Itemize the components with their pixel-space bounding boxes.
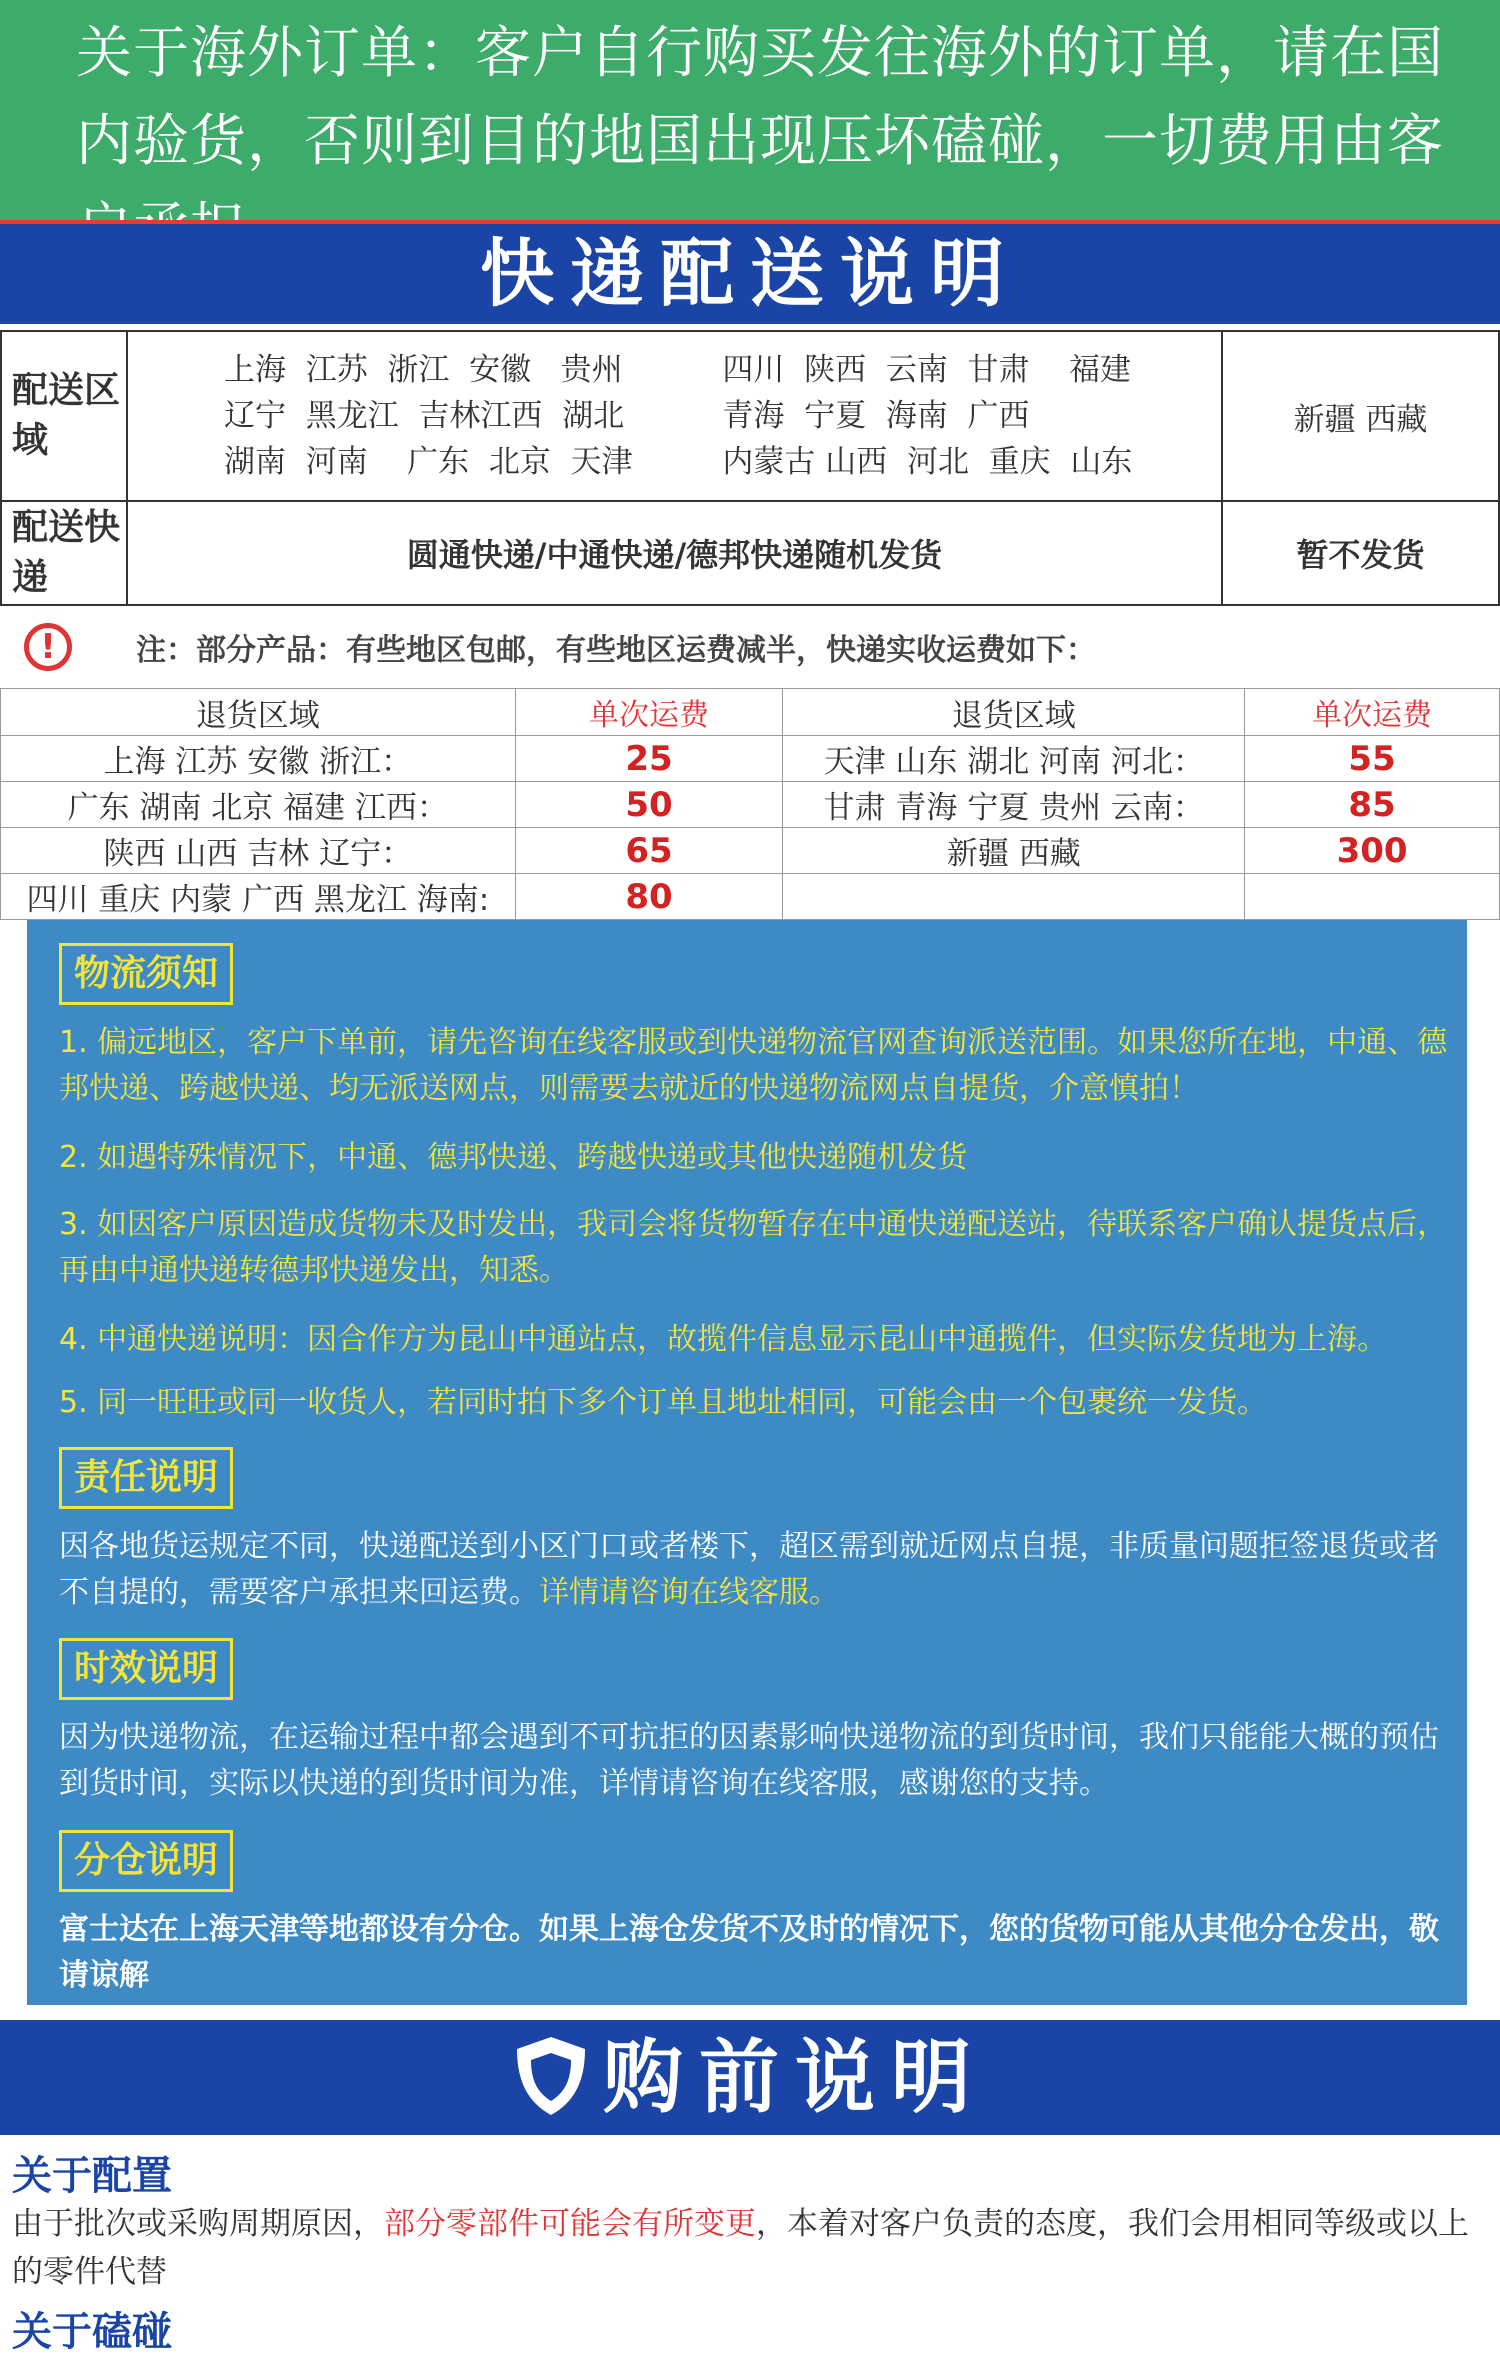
delivery-table [0,330,1500,606]
excluded-regions: 新疆 西藏 [1222,331,1499,501]
timeliness-title: 时效说明 [59,1638,233,1700]
fee-table [0,688,1500,920]
header-region: 退货区域 [1,689,516,736]
region-cell: 广东 湖南 北京 福建 江西： [1,782,516,828]
shipping-note [0,607,1500,682]
header-fee: 单次运费 [515,689,783,736]
logistics-title: 物流须知 [59,943,233,1005]
regions-col1: 上海 江苏 浙江 安徽 贵州 辽宁 黑龙江 吉林江西 湖北 湖南 河南 广东 北京 天津 [224,352,633,480]
fee-cell: 85 [1245,782,1500,828]
note-text: 注：部分产品：有些地区包邮，有些地区运费减半，快递实收运费如下： [136,633,1096,668]
table-row [1,501,1499,605]
about-config-text [12,2200,1492,2296]
logistics-item-1: 1. 偏远地区，客户下单前，请先咨询在线客服或到快递物流官网查询派送范围。如果您所在地，中通、德邦快递、跨越快递、均无派送网点，则需要去就近的快递物流网点自提货，介意慎拍！ [59,1025,1448,1106]
region-cell: 上海 江苏 安徽 浙江： [1,736,516,782]
about-config-body-end: ，本着对客户负责的态度，我们会用相同等级或以上的零件代替 [12,2206,1469,2290]
express-label: 配送快递 [1,501,127,605]
regions-col2: 四川 陕西 云南 甘肃 福建 青海 宁夏 海南 广西 内蒙古 山西 河北 重庆 山东 [722,352,1133,480]
regions-cell [127,331,1222,501]
region-cell: 陕西 山西 吉林 辽宁： [1,828,516,874]
fee-cell: 25 [515,736,783,782]
fee-cell: 55 [1245,736,1500,782]
responsibility-body: 因各地货运规定不同，快递配送到小区门口或者楼下，超区需到就近网点自提，非质量问题拒签退货或者不自提的，需要客户承担来回运费。 [59,1529,1439,1610]
table-row [1,874,1500,920]
table-row [1,782,1500,828]
fee-cell: 300 [1245,828,1500,874]
table-row [1,828,1500,874]
region-cell: 四川 重庆 内蒙 广西 黑龙江 海南: [1,874,516,920]
region-cell: 甘肃 青海 宁夏 贵州 云南： [783,782,1245,828]
region-cell: 新疆 西藏 [783,828,1245,874]
warehouse-text: 富士达在上海天津等地都设有分仓。如果上海仓发货不及时的情况下，您的货物可能从其他分仓发出，敬请谅解 [59,1912,1439,1993]
shield-icon [513,2033,589,2119]
about-config-body: 由于批次或采购周期原因， [12,2206,384,2242]
logistics-item-5: 5. 同一旺旺或同一收货人，若同时拍下多个订单且地址相同，可能会由一个包裹统一发货。 [59,1385,1268,1420]
not-shipped: 暂不发货 [1222,501,1499,605]
header-region: 退货区域 [783,689,1245,736]
region-cell [783,874,1245,920]
table-row [1,736,1500,782]
about-config-title: 关于配置 [12,2153,172,2199]
logistics-item-4: 4. 中通快递说明：因合作方为昆山中通站点，故揽件信息显示昆山中通揽件，但实际发货地为上海。 [59,1322,1388,1357]
table-row [1,331,1499,501]
warehouse-title: 分仓说明 [59,1830,233,1892]
table-header-row [1,689,1500,736]
responsibility-text [59,1524,1459,1616]
fee-cell: 50 [515,782,783,828]
prepurchase-banner [0,2020,1500,2135]
fee-cell [1245,874,1500,920]
about-config-highlight: 部分零部件可能会有所变更 [384,2206,756,2242]
warning-icon: ! [24,623,72,671]
info-panel [27,920,1467,2005]
responsibility-title: 责任说明 [59,1447,233,1509]
fee-cell: 65 [515,828,783,874]
timeliness-text: 因为快递物流，在运输过程中都会遇到不可抗拒的因素影响快递物流的到货时间，我们只能能大概的预估到货时间，实际以快递的到货时间为准，详情请咨询在线客服，感谢您的支持。 [59,1720,1439,1801]
area-label: 配送区域 [1,331,127,501]
express-companies: 圆通快递/中通快递/德邦快递随机发货 [127,501,1222,605]
overseas-notice-banner [0,0,1500,220]
responsibility-highlight: 详情请咨询在线客服。 [539,1575,839,1610]
delivery-banner: 快递配送说明 [0,224,1500,324]
prepurchase-title: 购前说明 [603,2031,987,2124]
logistics-item-3: 3. 如因客户原因造成货物未及时发出，我司会将货物暂存在中通快递配送站，待联系客户确认提货点后，再由中通快递转德邦快递发出，知悉。 [59,1207,1448,1288]
logistics-item-2: 2. 如遇特殊情况下，中通、德邦快递、跨越快递或其他快递随机发货 [59,1140,968,1175]
next-section-title: 关于磕碰 [12,2309,172,2355]
fee-cell: 80 [515,874,783,920]
region-cell: 天津 山东 湖北 河南 河北： [783,736,1245,782]
header-fee: 单次运费 [1245,689,1500,736]
overseas-notice-text: 关于海外订单：客户自行购买发往海外的订单，请在国内验货，否则到目的地国出现压坏磕碰，一切费用由客 [76,21,1444,174]
